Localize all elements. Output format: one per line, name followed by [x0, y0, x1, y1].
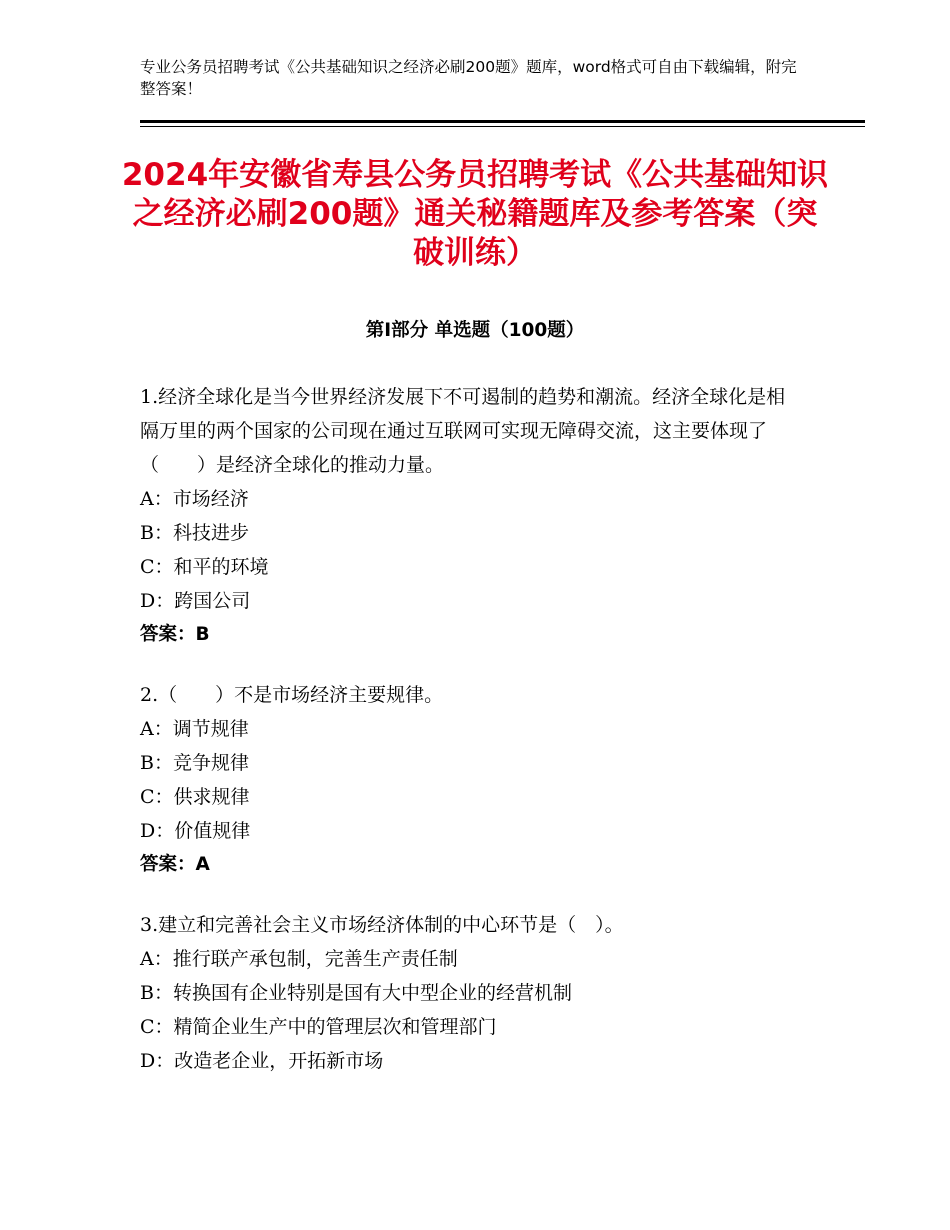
question-stem: 3.建立和完善社会主义市场经济体制的中心环节是（ ）。: [140, 914, 624, 936]
question-1: [140, 380, 800, 652]
question-list: [140, 380, 800, 1104]
question-stem: 2.（ ）不是市场经济主要规律。: [140, 684, 444, 706]
option-a: A：推行联产承包制，完善生产责任制: [140, 948, 458, 970]
answer: 答案：A: [140, 854, 210, 875]
option-c: C：和平的环境: [140, 556, 269, 578]
question-stem: 1.经济全球化是当今世界经济发展下不可遏制的趋势和潮流。经济全球化是相隔万里的两个国家的公司现在通过互联网可实现无障碍交流，这主要体现了（ ）是经济全球化的推动力量。: [140, 386, 786, 476]
document-title: 2024年安徽省寿县公务员招聘考试《公共基础知识之经济必刷200题》通关秘籍题库及参考答案（突破训练）: [121, 157, 829, 271]
question-2: [140, 678, 800, 882]
option-d: D：改造老企业，开拓新市场: [140, 1050, 384, 1072]
question-3: [140, 908, 800, 1078]
section-title: 第Ⅰ部分 单选题（100题）: [365, 320, 585, 341]
option-b: B：科技进步: [140, 522, 249, 544]
answer: 答案：B: [140, 624, 210, 645]
option-a: A：调节规律: [140, 718, 249, 740]
option-c: C：供求规律: [140, 786, 250, 808]
option-a: A：市场经济: [140, 488, 249, 510]
header-note: 专业公务员招聘考试《公共基础知识之经济必刷200题》题库，word格式可自由下载编辑，附完整答案！: [140, 58, 797, 98]
option-d: D：价值规律: [140, 820, 251, 842]
header-rule-thick: [140, 120, 865, 123]
header-rule-thin: [140, 126, 865, 127]
option-d: D：跨国公司: [140, 590, 251, 612]
option-c: C：精简企业生产中的管理层次和管理部门: [140, 1016, 497, 1038]
option-b: B：转换国有企业特别是国有大中型企业的经营机制: [140, 982, 572, 1004]
option-b: B：竞争规律: [140, 752, 249, 774]
